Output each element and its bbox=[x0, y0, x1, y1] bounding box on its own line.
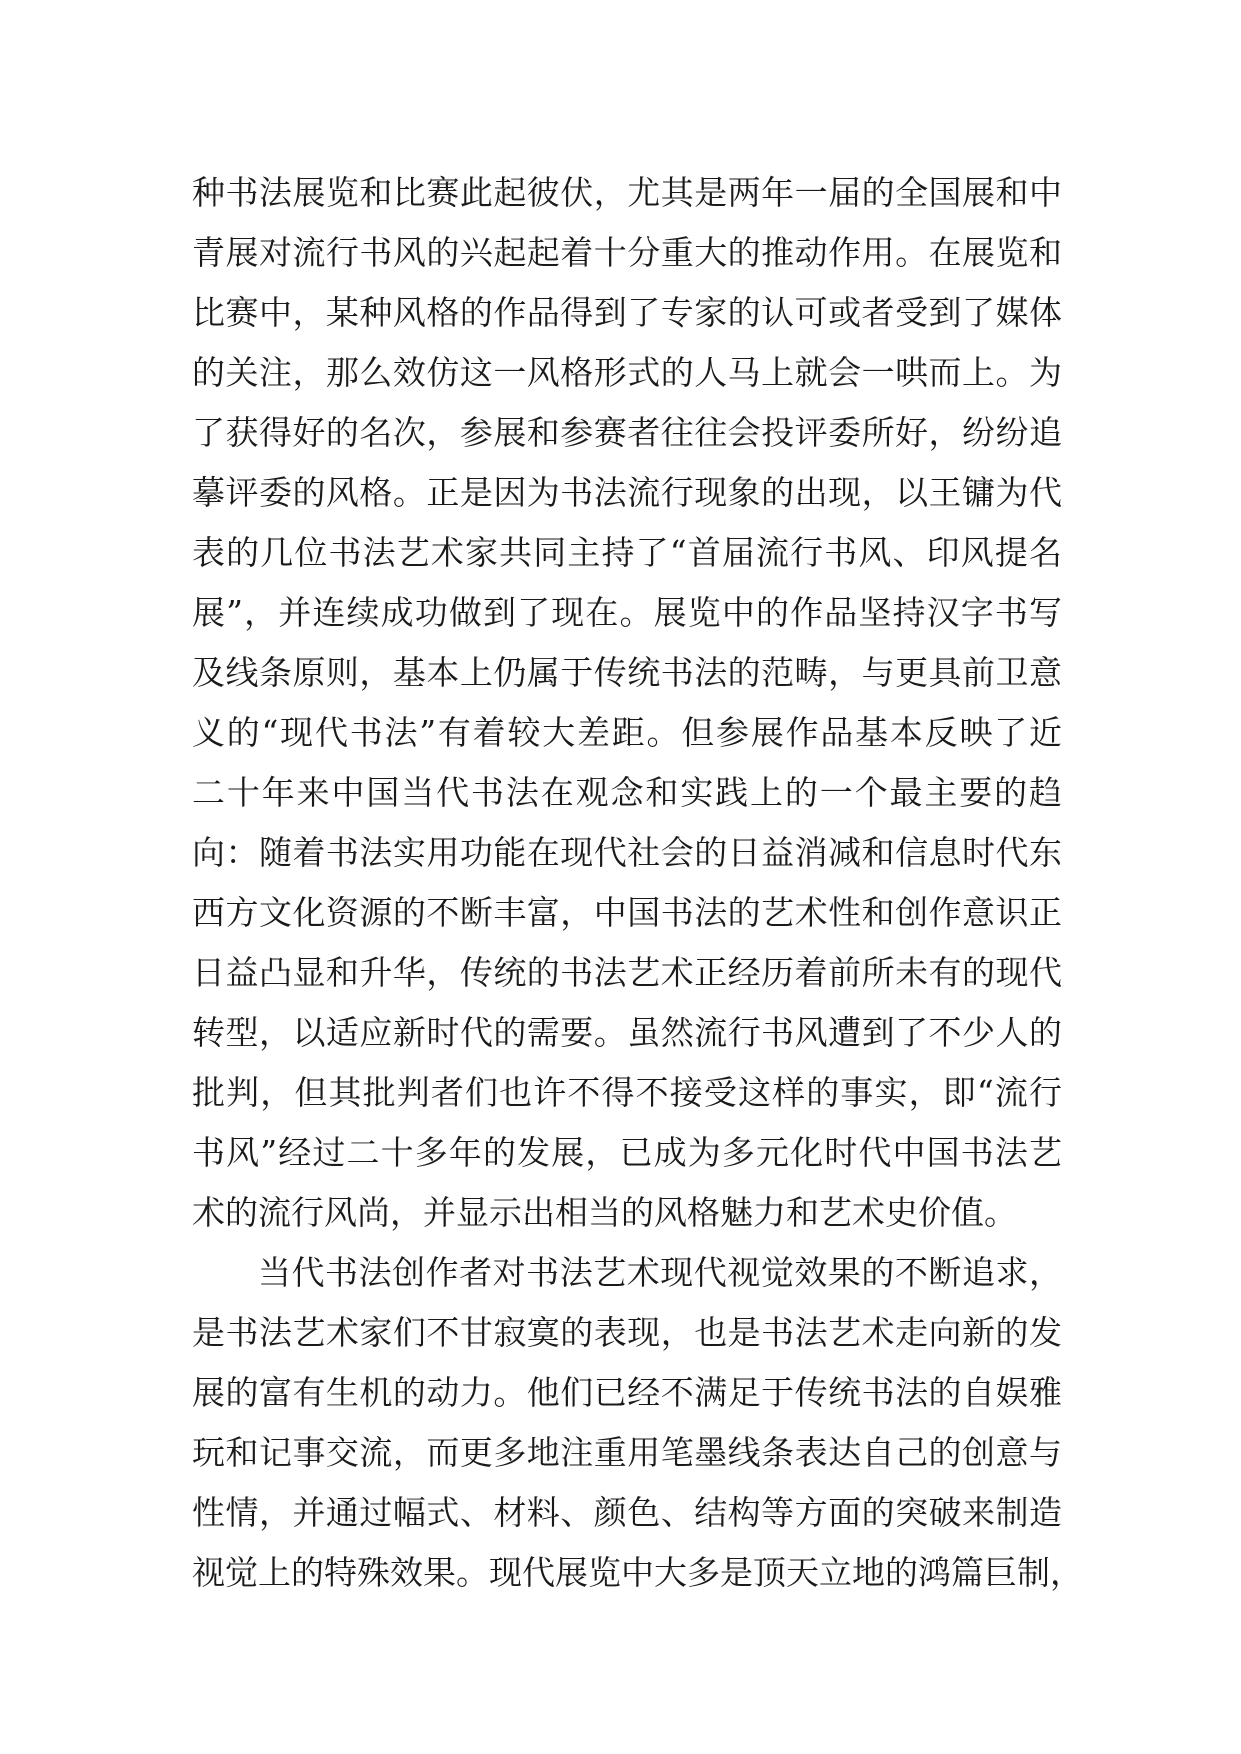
text-line: 展的富有生机的动力。他们已经不满足于传统书法的自娱雅 bbox=[192, 1373, 1062, 1412]
paragraph-1 bbox=[192, 163, 1062, 1243]
text-line: 批判，但其批判者们也许不得不接受这样的事实，即“流行 bbox=[192, 1073, 1062, 1112]
text-line: 青展对流行书风的兴起起着十分重大的推动作用。在展览和 bbox=[192, 233, 1062, 272]
text-line: 二十年来中国当代书法在观念和实践上的一个最主要的趋 bbox=[192, 773, 1062, 812]
paragraph-2 bbox=[192, 1243, 1083, 1603]
text-line: 当代书法创作者对书法艺术现代视觉效果的不断追求， bbox=[258, 1253, 1062, 1292]
text-line: 比赛中，某种风格的作品得到了专家的认可或者受到了媒体 bbox=[192, 293, 1062, 332]
text-line: 玩和记事交流，而更多地注重用笔墨线条表达自己的创意与 bbox=[192, 1433, 1062, 1472]
text-line: 术的流行风尚，并显示出相当的风格魅力和艺术史价值。 bbox=[192, 1193, 1017, 1232]
text-line: 义的“现代书法”有着较大差距。但参展作品基本反映了近 bbox=[192, 713, 1062, 752]
text-line: 日益凸显和升华，传统的书法艺术正经历着前所未有的现代 bbox=[192, 953, 1062, 992]
text-line: 及线条原则，基本上仍属于传统书法的范畴，与更具前卫意 bbox=[192, 653, 1062, 692]
text-line: 性情，并通过幅式、材料、颜色、结构等方面的突破来制造 bbox=[192, 1493, 1062, 1532]
text-line: 展”，并连续成功做到了现在。展览中的作品坚持汉字书写 bbox=[192, 593, 1062, 632]
text-line: 了获得好的名次，参展和参赛者往往会投评委所好，纷纷追 bbox=[192, 413, 1062, 452]
document-body bbox=[192, 163, 1083, 1603]
text-line: 视觉上的特殊效果。现代展览中大多是顶天立地的鸿篇巨制， bbox=[192, 1553, 1083, 1592]
text-line: 向：随着书法实用功能在现代社会的日益消减和信息时代东 bbox=[192, 833, 1062, 872]
text-line: 的关注，那么效仿这一风格形式的人马上就会一哄而上。为 bbox=[192, 353, 1062, 392]
text-line: 转型，以适应新时代的需要。虽然流行书风遭到了不少人的 bbox=[192, 1013, 1062, 1052]
text-line: 西方文化资源的不断丰富，中国书法的艺术性和创作意识正 bbox=[192, 893, 1062, 932]
text-line: 摹评委的风格。正是因为书法流行现象的出现，以王镛为代 bbox=[192, 473, 1062, 512]
text-line: 书风”经过二十多年的发展，已成为多元化时代中国书法艺 bbox=[192, 1133, 1062, 1172]
text-line: 种书法展览和比赛此起彼伏，尤其是两年一届的全国展和中 bbox=[192, 173, 1062, 212]
text-line: 是书法艺术家们不甘寂寞的表现，也是书法艺术走向新的发 bbox=[192, 1313, 1062, 1352]
text-line: 表的几位书法艺术家共同主持了“首届流行书风、印风提名 bbox=[192, 533, 1062, 572]
